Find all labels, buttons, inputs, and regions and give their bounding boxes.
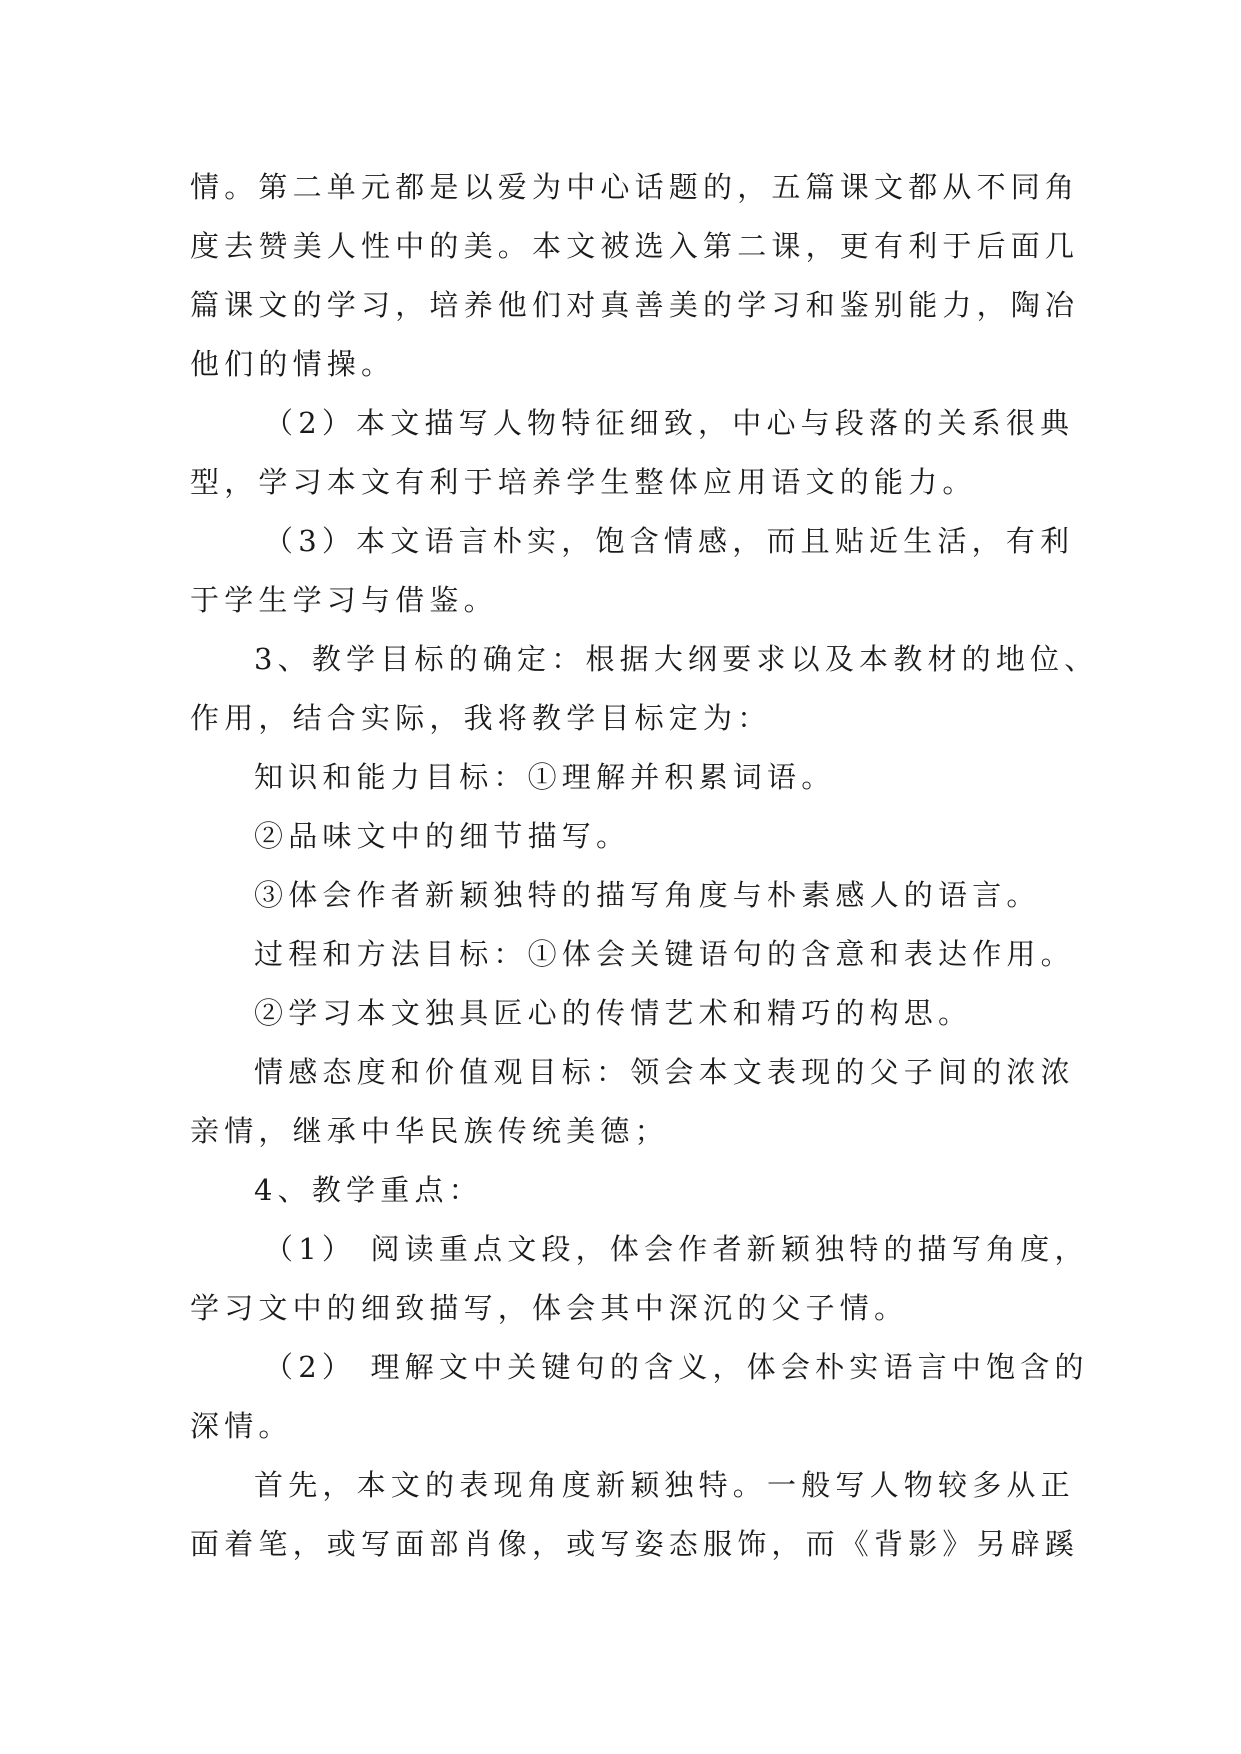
text-line: ②品味文中的细节描写。 <box>254 819 631 853</box>
text-line: 型，学习本文有利于培养学生整体应用语文的能力。 <box>190 465 977 499</box>
text-line: 3、教学目标的确定：根据大纲要求以及本教材的地位、 <box>254 642 1099 676</box>
text-line: 他们的情操。 <box>190 347 396 381</box>
document-body <box>190 158 1099 1574</box>
text-line: ②学习本文独具匠心的传情艺术和精巧的构思。 <box>254 996 973 1030</box>
text-line: 知识和能力目标：①理解并积累词语。 <box>254 760 836 794</box>
text-line: （2）本文描写人物特征细致，中心与段落的关系很典 <box>264 406 1075 440</box>
text-line: 学习文中的细致描写，体会其中深沉的父子情。 <box>190 1291 909 1325</box>
text-line: 亲情，继承中华民族传统美德； <box>190 1114 669 1148</box>
text-line: （3）本文语言朴实，饱含情感，而且贴近生活，有利 <box>264 524 1075 558</box>
text-line: 面着笔，或写面部肖像，或写姿态服饰，而《背影》另辟蹊 <box>190 1527 1080 1561</box>
text-line: 于学生学习与借鉴。 <box>190 583 498 617</box>
text-line: （2） 理解文中关键句的含义，体会朴实语言中饱含的 <box>264 1350 1089 1384</box>
text-line: （1） 阅读重点文段，体会作者新颖独特的描写角度， <box>264 1232 1089 1266</box>
text-line: 作用，结合实际，我将教学目标定为： <box>190 701 772 735</box>
text-line: 度去赞美人性中的美。本文被选入第二课，更有利于后面几 <box>190 229 1080 263</box>
text-line: 深情。 <box>190 1409 293 1443</box>
text-line: 情。第二单元都是以爱为中心话题的，五篇课文都从不同角 <box>190 170 1080 204</box>
text-line: 情感态度和价值观目标：领会本文表现的父子间的浓浓 <box>254 1055 1075 1089</box>
text-line: 过程和方法目标：①体会关键语句的含意和表达作用。 <box>254 937 1075 971</box>
text-line: 4、教学重点： <box>254 1173 483 1207</box>
text-line: 首先，本文的表现角度新颖独特。一般写人物较多从正 <box>254 1468 1075 1502</box>
text-line: ③体会作者新颖独特的描写角度与朴素感人的语言。 <box>254 878 1041 912</box>
text-line: 篇课文的学习，培养他们对真善美的学习和鉴别能力，陶冶 <box>190 288 1080 322</box>
